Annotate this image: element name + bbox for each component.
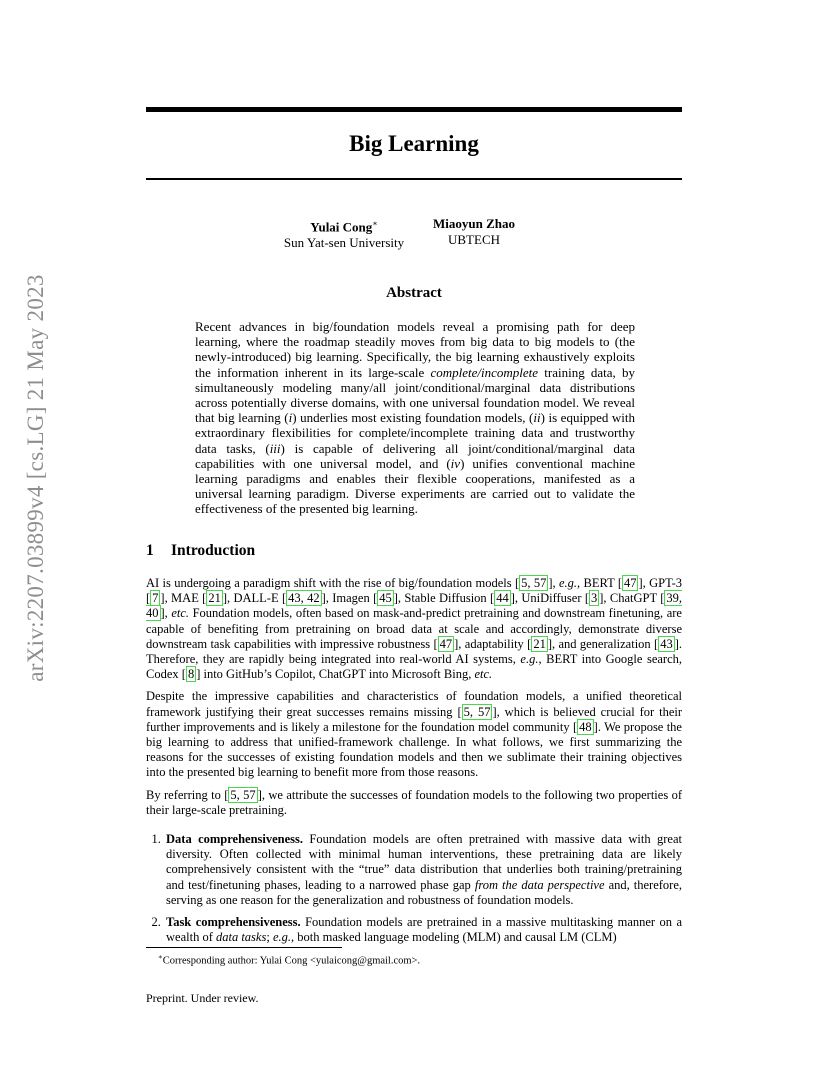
author-2 (414, 216, 534, 248)
intro-paragraph-3: By referring to [ 5, 57 ], we attribute the successes of foundation models to the following two properties of their large-scale pretraining. (146, 787, 683, 817)
paper-title: Big Learning (349, 131, 479, 156)
author-1-name: Yulai Cong (310, 219, 373, 235)
list-item-task-comprehensiveness (164, 915, 682, 945)
list-item-text: Foundation models are often pretrained with massive data with great diversity. Often collected with minimal human interventions, these pretraining data are likely comprehensively consistent with the “true” data distribution that underlies both training/pretraining and test/finetuning phases, leading to a narrowed phase gap from the data perspective and, therefore, serving as one reason for the generalization and robustness of foundation models. (166, 832, 683, 907)
properties-list (146, 832, 682, 945)
section-heading (146, 542, 255, 560)
author-1-affiliation: Sun Yat-sen University (283, 235, 405, 251)
author-1-marker: ∗ (372, 219, 378, 228)
author-1 (262, 216, 426, 251)
list-item-data-comprehensiveness (164, 832, 682, 908)
body-text (146, 576, 682, 952)
author-2-affiliation: UBTECH (448, 232, 500, 247)
section-title: Introduction (171, 542, 256, 559)
intro-paragraph-2: Despite the impressive capabilities and characteristics of foundation models, a unified theoretical framework justifying their great successes remains missing [ 5, 57 ], which is believed crucial for their further improvements and is likely a milestone for the foundation model community [ 48 ]. We propose the big learning to address that unified-framework challenge. In what follows, we first summarizing the reasons for the successes of existing foundation models and then we sublimate their training objectives into the presented big learning to benefit more from those reasons. (146, 689, 683, 780)
abstract-heading: Abstract (386, 285, 442, 301)
arxiv-id-text: arXiv:2207.03899v4 [cs.LG] 21 May 2023 (23, 274, 48, 682)
section-number: 1 (146, 542, 154, 559)
intro-paragraph-1: AI is undergoing a paradigm shift with the rise of big/foundation models [ 5, 57 ], e.g., BERT [ 47 ], GPT-3 [ 7 ], MAE [ 21 ], DALL-E [ 43, 42 ], Imagen [ 45 ], Stable Diffusion [ 44 ], UniDiffuser [ 3 ], ChatGPT [ 39, 40 ], etc. Foundation models, often based on mask-and-predict pretraining and downstream finetuning, are capable of benefiting from pretraining on broad data at scale and accordingly, demonstrate diverse downstream task capabilities with impressive robustness [ 47 ], adaptability [ 21 ], and generalization [ 43 ]. Therefore, they are rapidly being integrated into real-world AI systems, e.g., BERT into Google search, Codex [ 8 ] into GitHub’s Copilot, ChatGPT into Microsoft Bing, etc. (146, 576, 683, 682)
footnote (158, 951, 420, 968)
title-top-rule (146, 107, 682, 112)
footnote-text: Corresponding author: Yulai Cong <yulaicong@gmail.com>. (162, 955, 421, 967)
list-item-text: Foundation models are pretrained in a massive multitasking manner on a wealth of data tasks; e.g., both masked language modeling (MLM) and causal LM (CLM) (166, 915, 682, 945)
list-item-lead: Data comprehensiveness. (166, 832, 304, 847)
footnote-marker: ∗ (158, 953, 163, 961)
author-2-name: Miaoyun Zhao (433, 216, 515, 231)
arxiv-identifier-stamp (14, 274, 58, 682)
list-item-lead: Task comprehensiveness. (166, 915, 301, 930)
preprint-note: Preprint. Under review. (146, 991, 259, 1005)
abstract-text: Recent advances in big/foundation models reveal a promising path for deep learning, where the roadmap steadily moves from big data to big models to (the newly-introduced) big learning. Specifically, the big learning exhaustively exploits the information inherent in its large-scale complete/incomplete training data, by simultaneously modeling many/all joint/conditional/marginal data distributions across potentially diverse domains, with one universal foundation model. We reveal that big learning (i) underlies most existing foundation models, (ii) is equipped with extraordinary flexibilities for complete/incomplete training data and trustworthy data tasks, (iii) is capable of delivering all joint/conditional/marginal data capabilities with one universal model, and (iv) unifies conventional machine learning paradigms and enables their flexible cooperations, manifested as a universal learning paradigm. Diverse experiments are carried out to validate the effectiveness of the presented big learning. (195, 319, 635, 517)
title-bottom-rule (146, 178, 682, 180)
footnote-rule (146, 947, 342, 948)
